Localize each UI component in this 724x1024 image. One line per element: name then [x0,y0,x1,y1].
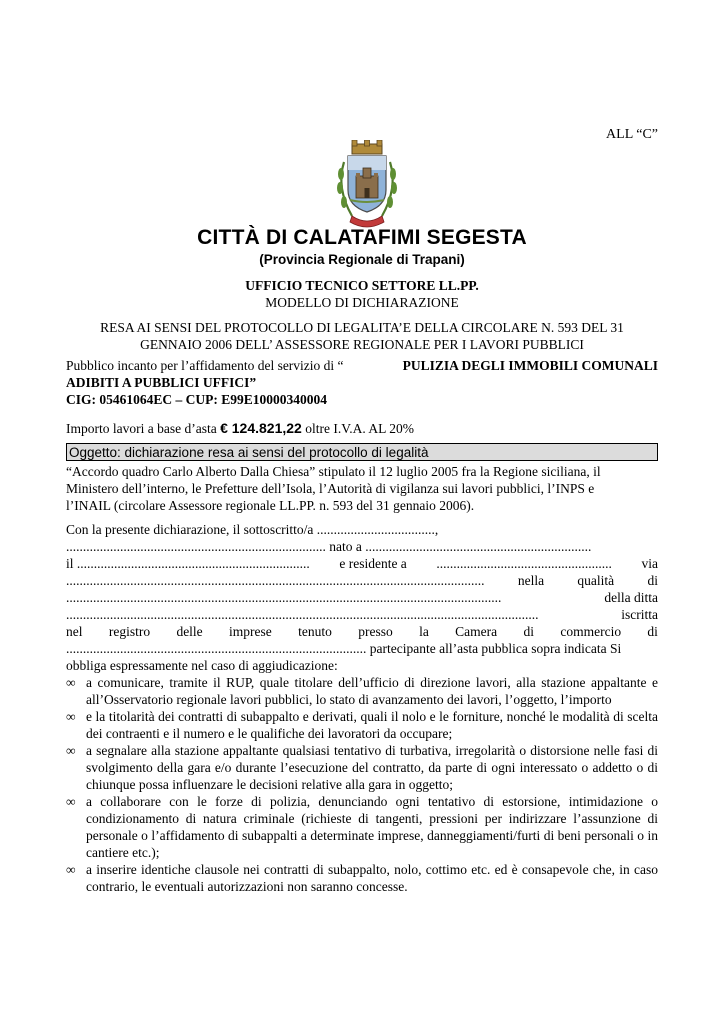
infinity-bullet-icon: ∞ [66,709,76,724]
form-line-4-d: di [647,573,658,588]
form-line-7-word: di [647,624,658,639]
attachment-label: ALL “C” [606,127,658,142]
infinity-bullet-icon: ∞ [66,794,76,809]
service-name-line-2: ADIBITI A PUBBLICI UFFICI” [66,375,257,390]
declaration-form [66,521,658,674]
importo-value: € 124.821,22 [220,420,302,436]
obligation-text: e la titolarità dei contratti di subappalto e derivati, quali il nolo e le forniture, nonché le modalità di scelta dei contraenti e il numero e le qualifiche dei lavoratori da occupare; [86,709,658,741]
province-name: (Provincia Regionale di Trapani) [259,252,465,267]
form-line-3-c: .................................................... [436,556,612,571]
model-heading: MODELLO DI DICHIARAZIONE [265,295,459,310]
form-line-2: ............................................................................. nato a ................................................................... [66,539,592,554]
form-line-7-word: di [523,624,534,639]
obligation-item [66,861,658,895]
form-line-7-word: commercio [560,624,622,639]
obligation-text: a comunicare, tramite il RUP, quale titolare dell’ufficio di direzione lavori, alla stazione appaltante e all’Osservatorio regionale lavori pubblici, lo stato di avanzamento dei lavori, l’oggetto, l’importo [86,675,658,707]
form-line-3-b: e residente a [339,556,407,571]
oggetto-box: Oggetto: dichiarazione resa ai sensi del protocollo di legalità [66,443,658,461]
form-line-5-a: ................................................................................................................................. [66,590,502,605]
importo-label: Importo lavori a base d’asta [66,421,221,436]
infinity-bullet-icon: ∞ [66,743,76,758]
office-heading: UFFICIO TECNICO SETTORE LL.PP. [245,278,479,293]
form-line-7-word: imprese [229,624,272,639]
form-line-8: ......................................................................................... partecipante all’asta pubblica sopra indicata Si [66,641,622,656]
form-line-6-a: ............................................................................................................................................ [66,607,539,622]
form-line-7-word: presso [358,624,393,639]
accordo-line-1: “Accordo quadro Carlo Alberto Dalla Chiesa” stipulato il 12 luglio 2005 fra la Regione siciliana, il [66,464,601,479]
resa-line-1: RESA AI SENSI DEL PROTOCOLLO DI LEGALITA’E DELLA CIRCOLARE N. 593 DEL 31 [100,320,624,335]
form-line-4-c: qualità [577,573,615,588]
obligation-text: a inserire identiche clausole nei contratti di subappalto, nolo, cottimo etc. ed è consapevole che, in caso contrario, le eventuali autorizzazioni non saranno concesse. [86,862,658,894]
form-line-5 [66,589,658,606]
form-line-3 [66,555,658,572]
obligation-item [66,793,658,861]
form-line-5-b: della ditta [604,590,658,605]
accordo-paragraph [66,463,658,514]
form-line-4 [66,572,658,589]
accordo-line-3: l’INAIL (circolare Assessore regionale LL.PP. n. 593 del 31 gennaio 2006). [66,498,475,513]
accordo-line-2: Ministero dell’interno, le Prefetture dell’Isola, l’Autorità di vigilanza sui lavori pubblici, l’INPS e [66,481,595,496]
form-line-6 [66,606,658,623]
form-line-7-word: la [419,624,429,639]
incanto-paragraph [66,357,658,408]
infinity-bullet-icon: ∞ [66,862,76,877]
form-line-3-d: via [641,556,658,571]
form-line-4-b: nella [517,573,545,588]
importo-line [66,420,658,437]
form-line-7-word: Camera [455,624,498,639]
form-line-7-word: tenuto [298,624,332,639]
obligation-text: a segnalare alla stazione appaltante qualsiasi tentativo di turbativa, irregolarità o distorsione nelle fasi di svolgimento della gara e/o durante l’esecuzione del contratto, da parte di ogni interessato o addetto o di chiunque possa influenzare le decisioni relative alla gara in oggetto; [86,743,658,792]
obligation-text: a collaborare con le forze di polizia, denunciando ogni tentativo di estorsione, intimidazione o condizionamento di natura criminale (richieste di tangenti, pressioni per indirizzare l’assunzione di personale o l’affidamento di subappalti a determinate imprese, danneggiamenti/furti di beni personali o in cantiere etc.); [86,794,658,860]
infinity-bullet-icon: ∞ [66,675,76,690]
cig-cup: CIG: 05461064EC – CUP: E99E10000340004 [66,392,328,407]
form-line-4-a: ............................................................................................................................ [66,573,485,588]
form-line-7-word: delle [176,624,203,639]
obligation-item [66,674,658,708]
resa-line-2: GENNAIO 2006 DELL’ ASSESSORE REGIONALE PER I LAVORI PUBBLICI [140,337,584,352]
importo-suffix: oltre I.V.A. AL 20% [301,421,414,436]
incanto-intro: Pubblico incanto per l’affidamento del servizio di “ [66,358,344,373]
form-line-1: Con la presente dichiarazione, il sottoscritto/a ..................................., [66,522,439,537]
form-line-9: obbliga espressamente nel caso di aggiudicazione: [66,658,338,673]
city-name: CITTÀ DI CALATAFIMI SEGESTA [197,226,527,249]
obligation-item [66,742,658,793]
municipal-crest-icon [330,140,404,228]
form-line-7-word: nel [66,624,83,639]
service-name-line-1: PULIZIA DEGLI IMMOBILI COMUNALI [402,358,658,373]
form-line-6-b: iscritta [621,607,658,622]
form-line-3-a: il ..................................................................... [66,556,310,571]
form-line-7 [66,623,658,640]
obligation-item [66,708,658,742]
form-line-7-word: registro [108,624,151,639]
